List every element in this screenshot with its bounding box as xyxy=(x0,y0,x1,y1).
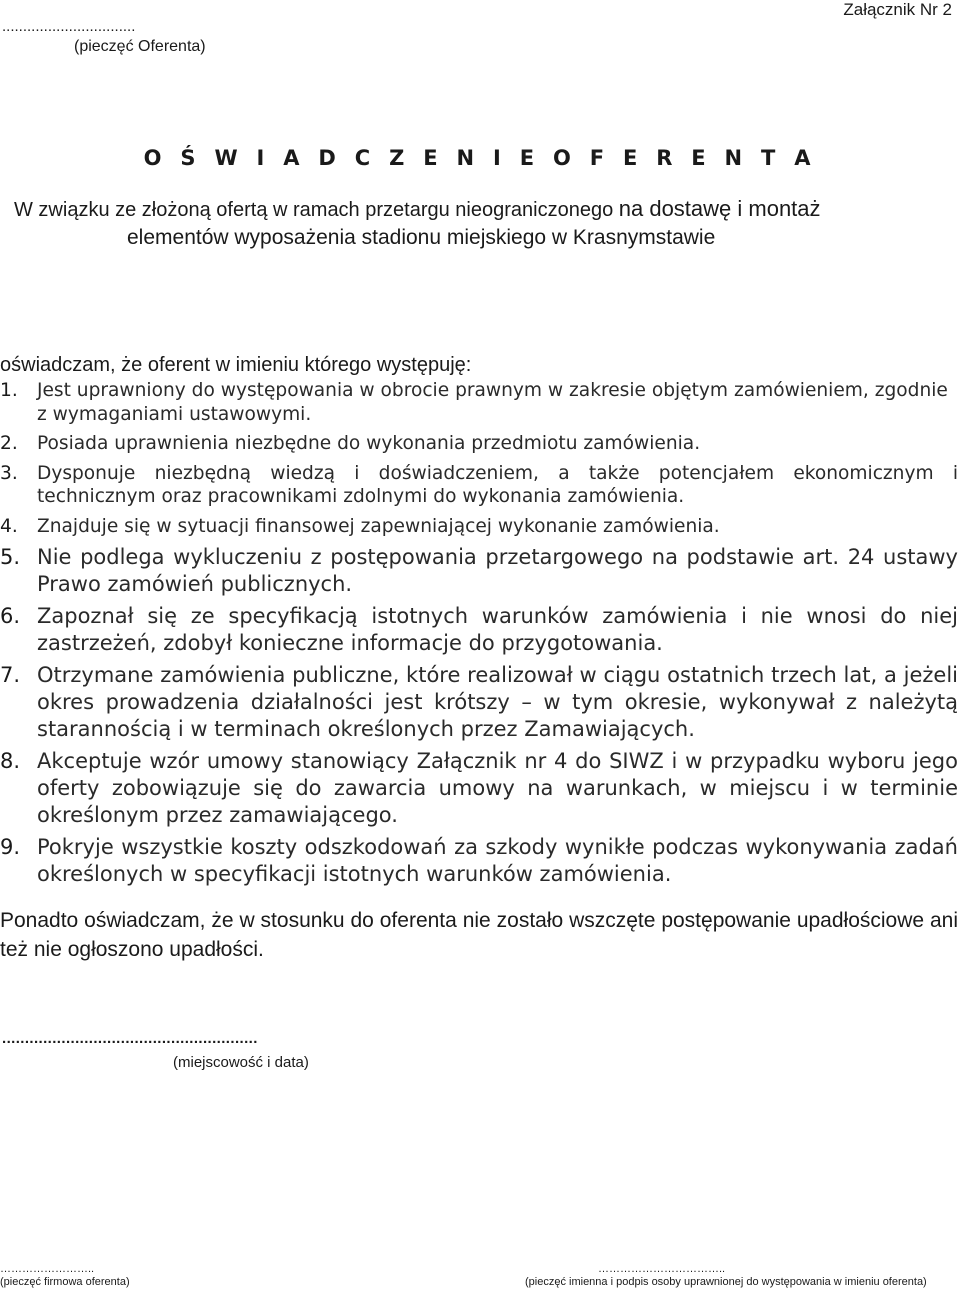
list-item xyxy=(0,662,958,743)
company-stamp-label: (pieczęć firmowa oferenta) xyxy=(0,1276,130,1288)
attachment-number: Załącznik Nr 2 xyxy=(843,0,952,19)
company-stamp-dotted-line: …………………….. xyxy=(0,1263,95,1275)
list-item xyxy=(0,379,958,426)
item-number: 6. xyxy=(0,604,21,628)
item-text: Posiada uprawnienia niezbędne do wykonania przedmiotu zamówienia. xyxy=(37,433,701,454)
intro-line-1 xyxy=(14,196,821,222)
intro-text: W związku ze złożoną ofertą w ramach przetargu nieograniczonego xyxy=(14,199,619,221)
item-number: 5. xyxy=(0,545,21,569)
signature-label: (pieczęć imienna i podpis osoby uprawnionej do występowania w imieniu oferenta) xyxy=(525,1276,927,1288)
signature-dotted-line: …………………………….. xyxy=(598,1263,726,1275)
item-number: 7. xyxy=(0,663,21,687)
place-date-dotted-line: ........................................................ xyxy=(2,1030,258,1047)
list-item xyxy=(0,603,958,657)
list-item xyxy=(0,748,958,829)
item-number: 9. xyxy=(0,835,21,859)
list-item xyxy=(0,544,958,598)
list-item xyxy=(0,462,958,509)
item-text: Nie podlega wykluczeniu z postępowania przetargowego na podstawie art. 24 ustawy Prawo zamówień publicznych. xyxy=(37,545,958,596)
item-text: Otrzymane zamówienia publiczne, które realizował w ciągu ostatnich trzech lat, a jeżeli okres prowadzenia działalności jest krótszy – w tym okresie, wykonywał z należytą starannością i w terminach określonych przez Zamawiających. xyxy=(37,663,958,741)
intro-subject: na dostawę i montaż xyxy=(618,196,821,221)
item-number: 8. xyxy=(0,749,21,773)
item-text: Pokryje wszystkie koszty odszkodowań za szkody wynikłe podczas wykonywania zadań określonych w specyfikacji istotnych warunków zamówienia. xyxy=(37,835,958,886)
item-text: Jest uprawniony do występowania w obrocie prawnym w zakresie objętym zamówieniem, zgodnie z wymaganiami ustawowymi. xyxy=(37,380,948,425)
declaration-list xyxy=(0,379,958,893)
document-title: O Ś W I A D C Z E N I E O F E R E N T A xyxy=(143,146,817,170)
intro-line-2: elementów wyposażenia stadionu miejskiego w Krasnymstawie xyxy=(127,226,716,249)
item-text: Akceptuje wzór umowy stanowiący Załącznik nr 4 do SIWZ i w przypadku wyboru jego oferty zobowiązuje się do zawarcia umowy na warunkach, w miejscu i w terminie określonym przez zamawiającego. xyxy=(37,749,958,827)
stamp-dotted-line: ................................ xyxy=(2,18,136,35)
item-number: 1. xyxy=(0,380,18,401)
stamp-label: (pieczęć Oferenta) xyxy=(74,38,206,55)
item-number: 4. xyxy=(0,515,18,537)
declaration-lead: oświadczam, że oferent w imieniu którego występuję: xyxy=(0,354,472,376)
place-date-label: (miejscowość i data) xyxy=(173,1054,309,1071)
item-number: 3. xyxy=(0,462,18,484)
closing-statement: Ponadto oświadczam, że w stosunku do oferenta nie zostało wszczęte postępowanie upadłościowe ani też nie ogłoszono upadłości. xyxy=(0,909,958,961)
list-item xyxy=(0,515,958,539)
item-text: Zapoznał się ze specyfikacją istotnych warunków zamówienia i nie wnosi do niej zastrzeżeń, zdobył konieczne informacje do przygotowania. xyxy=(37,604,958,655)
item-text: Znajduje się w sytuacji finansowej zapewniającej wykonanie zamówienia. xyxy=(37,515,720,537)
list-item xyxy=(0,432,958,456)
item-number: 2. xyxy=(0,433,18,454)
item-text: Dysponuje niezbędną wiedzą i doświadczeniem, a także potencjałem ekonomicznym i technicznym oraz pracownikami zdolnymi do wykonania zamówienia. xyxy=(37,462,958,507)
list-item xyxy=(0,834,958,888)
